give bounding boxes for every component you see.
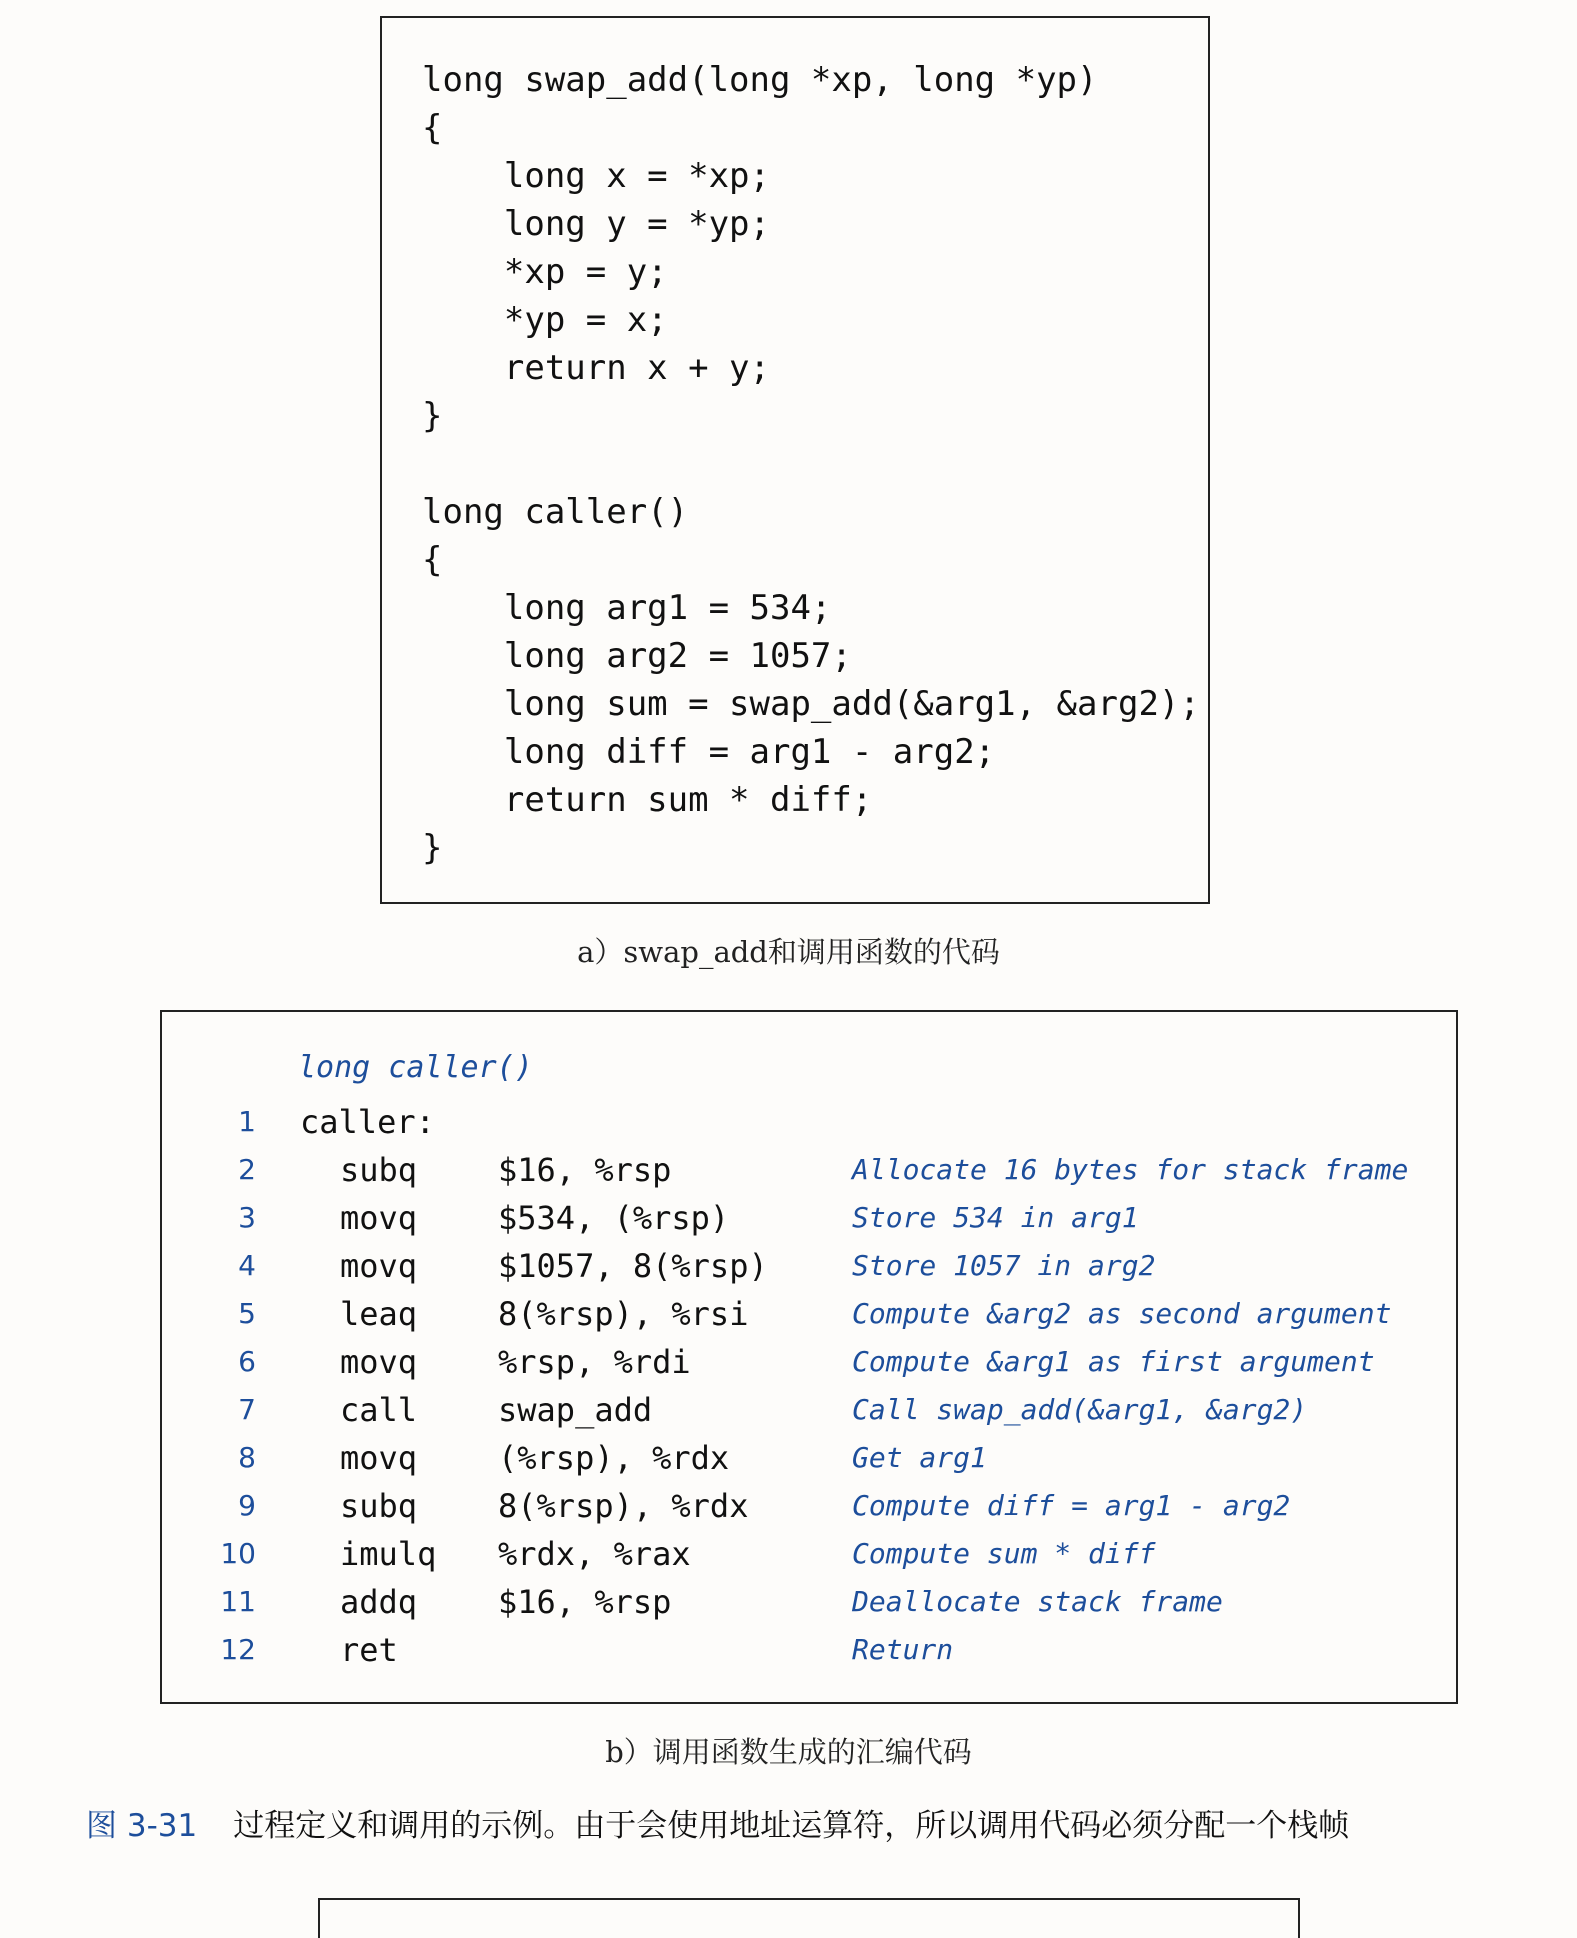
- assembly-operands: $1057, 8(%rsp): [498, 1247, 768, 1285]
- line-number: 7: [238, 1393, 256, 1426]
- assembly-opcode: movq: [340, 1343, 418, 1381]
- assembly-row: [0, 1530, 1577, 1578]
- assembly-row: [0, 1146, 1577, 1194]
- code-line: return sum * diff;: [422, 780, 873, 820]
- next-figure-box-partial: [318, 1898, 1300, 1938]
- code-line: *xp = y;: [422, 252, 668, 292]
- assembly-operands: %rdx, %rax: [498, 1535, 691, 1573]
- assembly-row: [0, 1386, 1577, 1434]
- assembly-comment: Get arg1: [852, 1441, 987, 1474]
- assembly-comment: Store 534 in arg1: [852, 1201, 1139, 1234]
- line-number: 12: [220, 1633, 256, 1666]
- code-line: }: [422, 396, 443, 436]
- assembly-comment: Allocate 16 bytes for stack frame: [852, 1153, 1409, 1186]
- assembly-opcode: subq: [340, 1487, 418, 1525]
- assembly-row: [0, 1578, 1577, 1626]
- assembly-opcode: imulq: [340, 1535, 437, 1573]
- assembly-comment: Compute &arg1 as first argument: [852, 1345, 1375, 1378]
- code-line: [422, 440, 1200, 488]
- assembly-opcode: leaq: [340, 1295, 418, 1333]
- figure-a-caption: a）swap_add和调用函数的代码: [577, 935, 1000, 969]
- assembly-operands: $16, %rsp: [498, 1583, 672, 1621]
- assembly-comment: Deallocate stack frame: [852, 1585, 1223, 1618]
- assembly-opcode: movq: [340, 1247, 418, 1285]
- assembly-operands: $16, %rsp: [498, 1151, 672, 1189]
- assembly-opcode: subq: [340, 1151, 418, 1189]
- figure-b-caption: b）调用函数生成的汇编代码: [605, 1735, 972, 1769]
- assembly-row: [0, 1626, 1577, 1674]
- assembly-opcode: movq: [340, 1439, 418, 1477]
- line-number: 10: [220, 1537, 256, 1570]
- assembly-comment: Store 1057 in arg2: [852, 1249, 1156, 1282]
- assembly-comment: Compute sum * diff: [852, 1537, 1156, 1570]
- assembly-row: [0, 1098, 1577, 1146]
- code-line: long arg1 = 534;: [422, 588, 832, 628]
- code-line: {: [422, 540, 443, 580]
- code-line: return x + y;: [422, 348, 770, 388]
- assembly-comment: Return: [852, 1633, 954, 1666]
- line-number: 2: [238, 1153, 256, 1186]
- assembly-opcode: addq: [340, 1583, 418, 1621]
- code-line: *yp = x;: [422, 300, 668, 340]
- assembly-operands: (%rsp), %rdx: [498, 1439, 730, 1477]
- code-line: long diff = arg1 - arg2;: [422, 732, 996, 772]
- assembly-operands: swap_add: [498, 1391, 653, 1429]
- assembly-row: [0, 1482, 1577, 1530]
- assembly-opcode: movq: [340, 1199, 418, 1237]
- line-number: 4: [238, 1249, 256, 1282]
- assembly-opcode: ret: [340, 1631, 398, 1669]
- assembly-operands: 8(%rsp), %rsi: [498, 1295, 749, 1333]
- line-number: 9: [238, 1489, 256, 1522]
- code-line: }: [422, 828, 443, 868]
- code-line: {: [422, 108, 443, 148]
- assembly-label: caller:: [300, 1103, 435, 1141]
- assembly-row: [0, 1338, 1577, 1386]
- figure-a-code: [422, 56, 1200, 872]
- line-number: 8: [238, 1441, 256, 1474]
- assembly-comment: Compute diff = arg1 - arg2: [852, 1489, 1291, 1522]
- assembly-operands: %rsp, %rdi: [498, 1343, 691, 1381]
- assembly-row: [0, 1290, 1577, 1338]
- assembly-comment: Call swap_add(&arg1, &arg2): [852, 1393, 1308, 1426]
- code-line: long y = *yp;: [422, 204, 770, 244]
- code-line: long swap_add(long *xp, long *yp): [422, 60, 1098, 100]
- figure-number: 图 3-31: [86, 1808, 198, 1844]
- figure-caption: [86, 1800, 1546, 1845]
- assembly-listing: [0, 1098, 1577, 1674]
- line-number: 11: [220, 1585, 256, 1618]
- line-number: 5: [238, 1297, 256, 1330]
- line-number: 3: [238, 1201, 256, 1234]
- assembly-operands: $534, (%rsp): [498, 1199, 730, 1237]
- code-line: long sum = swap_add(&arg1, &arg2);: [422, 684, 1200, 724]
- figure-caption-text: 过程定义和调用的示例。由于会使用地址运算符，所以调用代码必须分配一个栈帧: [233, 1808, 1350, 1844]
- assembly-function-header: long caller(): [298, 1050, 533, 1085]
- line-number: 1: [238, 1105, 256, 1138]
- code-line: long x = *xp;: [422, 156, 770, 196]
- code-line: long caller(): [422, 492, 689, 532]
- assembly-opcode: call: [340, 1391, 418, 1429]
- assembly-row: [0, 1194, 1577, 1242]
- assembly-row: [0, 1434, 1577, 1482]
- assembly-row: [0, 1242, 1577, 1290]
- code-line: long arg2 = 1057;: [422, 636, 852, 676]
- line-number: 6: [238, 1345, 256, 1378]
- assembly-comment: Compute &arg2 as second argument: [852, 1297, 1392, 1330]
- assembly-operands: 8(%rsp), %rdx: [498, 1487, 749, 1525]
